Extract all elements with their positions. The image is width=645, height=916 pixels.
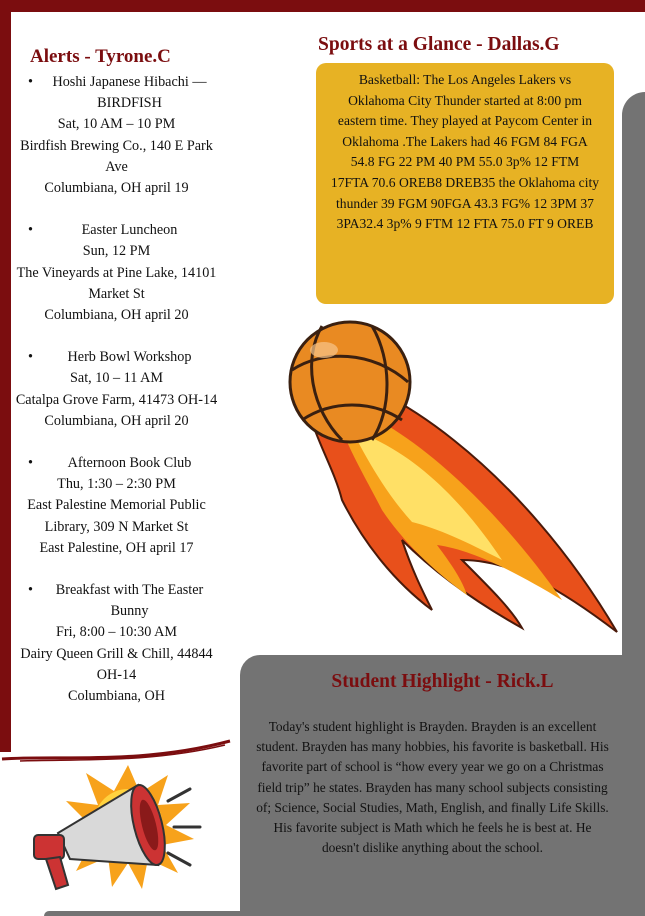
alert-item [14, 347, 219, 432]
bullet-icon: • [28, 455, 33, 472]
alert-time: Thu, 1:30 – 2:30 PM [57, 476, 176, 493]
alert-item [14, 453, 219, 559]
alert-time: Fri, 8:00 – 10:30 AM [55, 624, 177, 641]
left-border-bar [0, 0, 11, 752]
bullet-icon: • [28, 349, 33, 366]
flaming-basketball-illustration [262, 310, 622, 640]
alert-event-name: Afternoon Book Club [67, 455, 192, 472]
bottom-gray-line [44, 911, 645, 916]
alert-event-name: Breakfast with The Easter Bunny [55, 582, 204, 620]
alert-time: Sat, 10 AM – 10 PM [57, 116, 176, 133]
megaphone-illustration [18, 755, 218, 905]
alert-location: Dairy Queen Grill & Chill, 44844 OH-14 [20, 645, 213, 683]
alert-city-date: Columbiana, OH [68, 688, 165, 705]
alert-city-date: Columbiana, OH april 20 [44, 307, 189, 324]
alert-location: East Palestine Memorial Public Library, 309 N Market St [27, 497, 206, 535]
alert-location: The Vineyards at Pine Lake, 14101 Market St [16, 264, 217, 302]
alerts-list [14, 72, 219, 728]
sports-title: Sports at a Glance - Dallas.G [318, 34, 560, 55]
alert-item [14, 580, 219, 707]
bullet-icon: • [28, 222, 33, 239]
alert-item [14, 220, 219, 326]
student-highlight-text: Today's student highlight is Brayden. Brayden is an excellent student. Brayden has many hobbies, his favorite is basketball. His favorite part of school is “how every year we go on a Christmas field trip” he states. Brayden has many school subjects consisting of; Science, Social Studies, Math, English, and finally Life Skills. His favorite subject is Math which he feels he is best at. He doesn't dislike anything about the school. [256, 719, 609, 856]
sports-summary-box [316, 63, 614, 304]
alert-time: Sat, 10 – 11 AM [70, 370, 163, 387]
bullet-icon: • [28, 74, 33, 90]
bullet-icon: • [28, 582, 33, 599]
alert-location: Catalpa Grove Farm, 41473 OH-14 [15, 391, 218, 408]
alert-item [14, 72, 219, 199]
alert-time: Sun, 12 PM [82, 243, 151, 260]
alert-event-name: Hoshi Japanese Hibachi — BIRDFISH [52, 74, 207, 112]
student-highlight-title: Student Highlight - Rick.L [331, 671, 554, 692]
alert-location: Birdfish Brewing Co., 140 E Park Ave [20, 137, 213, 175]
top-border-bar [0, 0, 645, 12]
alert-event-name: Herb Bowl Workshop [67, 349, 192, 366]
alert-city-date: Columbiana, OH april 20 [44, 412, 189, 429]
alert-city-date: Columbiana, OH april 19 [44, 180, 189, 197]
alert-event-name: Easter Luncheon [81, 222, 178, 239]
alert-city-date: East Palestine, OH april 17 [39, 539, 194, 556]
sports-summary-text: Basketball: The Los Angeles Lakers vs Oklahoma City Thunder started at 8:00 pm eastern time. They played at Paycom Center in Oklahoma .The Lakers had 46 FGM 84 FGA 54.8 FG 22 PM 40 PM 55.0 3p% 12 FTM 17FTA 70.6 OREB8 DREB35 the Oklahoma city thunder 39 FGM 90FGA 43.3 FG% 12 3PM 37 3PA32.4 3p% 9 FTM 12 FTA 75.0 FT 9 OREB [330, 72, 600, 232]
alerts-title: Alerts - Tyrone.C [30, 46, 171, 67]
